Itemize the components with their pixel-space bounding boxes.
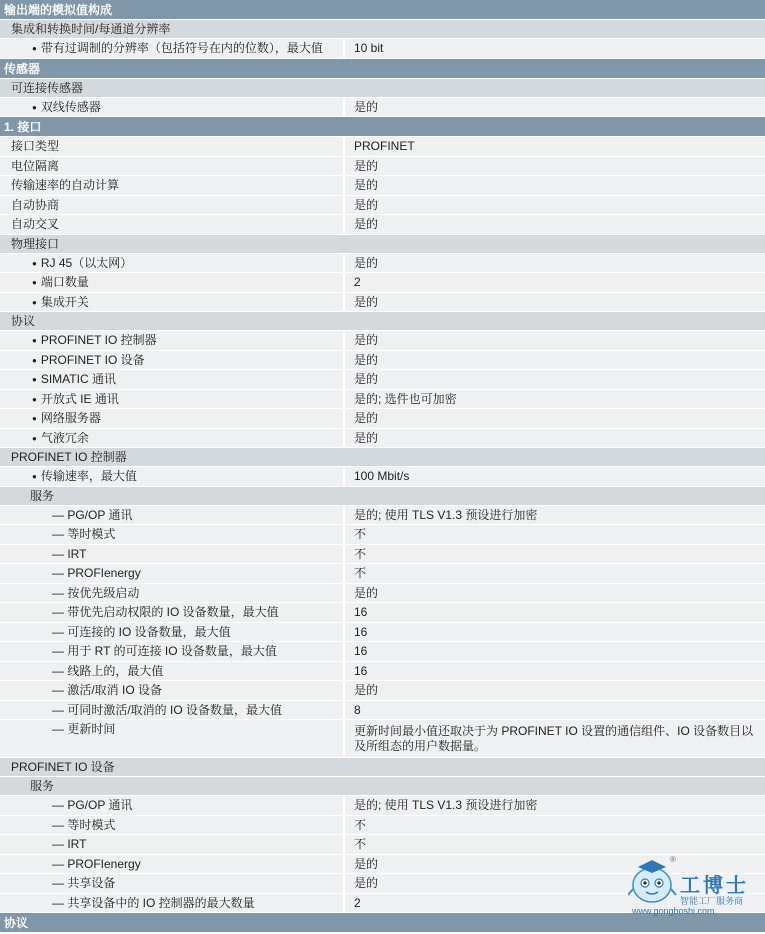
- spec-label-cell: [0, 642, 345, 661]
- spec-row: [0, 701, 765, 721]
- spec-label: — IRT: [52, 547, 86, 561]
- spec-row: [0, 176, 765, 196]
- section-header: 1. 接口: [0, 117, 765, 137]
- subsection-header: 可连接传感器: [0, 79, 765, 98]
- spec-label-cell: [0, 584, 345, 603]
- spec-label-cell: [0, 894, 345, 913]
- spec-value: 100 Mbit/s: [345, 467, 765, 486]
- spec-label: ● 传输速率，最大值: [32, 469, 137, 483]
- spec-row: [0, 642, 765, 662]
- spec-label-cell: [0, 603, 345, 622]
- spec-value: 16: [345, 642, 765, 661]
- spec-label: — 共享设备中的 IO 控制器的最大数量: [52, 896, 255, 910]
- spec-value: 是的; 选件也可加密: [345, 390, 765, 409]
- spec-value: 10 bit: [345, 39, 765, 58]
- spec-label-cell: [0, 98, 345, 117]
- spec-row: [0, 545, 765, 565]
- spec-value: 16: [345, 623, 765, 642]
- spec-label: — 激活/取消 IO 设备: [52, 683, 162, 697]
- spec-label: ● SIMATIC 通讯: [32, 372, 116, 386]
- subsection-header: 服务: [0, 777, 765, 796]
- spec-label: ● 开放式 IE 通讯: [32, 392, 119, 406]
- section-header: 传感器: [0, 59, 765, 79]
- spec-label: — 用于 RT 的可连接 IO 设备数量，最大值: [52, 644, 277, 658]
- spec-row: [0, 98, 765, 118]
- spec-row: [0, 835, 765, 855]
- watermark: [628, 855, 763, 917]
- spec-value: 不: [345, 816, 765, 835]
- spec-row: [0, 273, 765, 293]
- spec-value: 是的: [345, 215, 765, 234]
- spec-label: ● 气液冗余: [32, 431, 89, 445]
- spec-label: 自动协商: [11, 197, 60, 212]
- spec-row: [0, 564, 765, 584]
- spec-row: [0, 351, 765, 371]
- spec-label: 自动交叉: [11, 217, 60, 231]
- spec-label: 接口类型: [11, 139, 60, 153]
- subsection-header: 协议: [0, 312, 765, 331]
- subsection-header: 集成和转换时间/每通道分辨率: [0, 20, 765, 39]
- spec-value: 是的: [345, 584, 765, 603]
- spec-label-cell: [0, 623, 345, 642]
- watermark-title: 工博士: [680, 873, 749, 897]
- spec-label: — PG/OP 通讯: [52, 798, 132, 812]
- spec-value: 不: [345, 564, 765, 583]
- spec-row: [0, 662, 765, 682]
- spec-row: [0, 603, 765, 623]
- spec-row: [0, 409, 765, 429]
- spec-row: [0, 506, 765, 526]
- spec-label-cell: [0, 835, 345, 854]
- spec-label: — 按优先级启动: [52, 586, 139, 600]
- spec-row: [0, 816, 765, 836]
- spec-label: — 共享设备: [52, 876, 115, 890]
- registered-mark: ®: [670, 855, 676, 864]
- spec-row: [0, 293, 765, 313]
- spec-value: 2: [345, 273, 765, 292]
- spec-label: — PG/OP 通讯: [52, 508, 132, 522]
- spec-label: — 线路上的，最大值: [52, 664, 163, 678]
- spec-label-cell: [0, 429, 345, 448]
- spec-value: 是的: [345, 681, 765, 700]
- spec-row: [0, 681, 765, 701]
- spec-row: [0, 331, 765, 351]
- spec-label-cell: [0, 816, 345, 835]
- spec-value: 不: [345, 835, 765, 854]
- spec-value: 是的; 使用 TLS V1.3 预设进行加密: [345, 796, 765, 815]
- spec-row: [0, 525, 765, 545]
- spec-value: 是的: [345, 176, 765, 195]
- spec-label-cell: [0, 506, 345, 525]
- spec-value: 是的: [345, 157, 765, 176]
- spec-row: [0, 584, 765, 604]
- spec-row: [0, 467, 765, 487]
- spec-label-cell: [0, 545, 345, 564]
- watermark-url: www.gongboshi.com: [632, 906, 715, 916]
- spec-label: — 等时模式: [52, 527, 115, 541]
- spec-value: PROFINET: [345, 137, 765, 156]
- spec-label-cell: [0, 176, 345, 195]
- spec-row: [0, 370, 765, 390]
- spec-label: ● PROFINET IO 控制器: [32, 333, 157, 347]
- section-header: 协议: [0, 913, 765, 933]
- spec-value: 是的: [345, 331, 765, 350]
- spec-row: [0, 215, 765, 235]
- spec-value: 不: [345, 545, 765, 564]
- spec-label-cell: [0, 39, 345, 58]
- spec-label-cell: [0, 273, 345, 292]
- spec-label: — PROFIenergy: [52, 566, 141, 580]
- subsection-header: PROFINET IO 设备: [0, 758, 765, 777]
- spec-label: — 带优先启动权限的 IO 设备数量，最大值: [52, 605, 279, 619]
- spec-value: 是的: [345, 855, 765, 874]
- spec-label-cell: [0, 157, 345, 176]
- spec-label-cell: [0, 701, 345, 720]
- spec-value: 是的: [345, 429, 765, 448]
- spec-label: — 可同时激活/取消的 IO 设备数量，最大值: [52, 703, 282, 717]
- spec-row: [0, 720, 765, 758]
- subsection-header: 物理接口: [0, 235, 765, 254]
- subsection-header: 服务: [0, 487, 765, 506]
- spec-label-cell: [0, 874, 345, 893]
- watermark-subtitle: 智能工厂服务商: [680, 896, 744, 906]
- spec-value: 是的: [345, 293, 765, 312]
- spec-label-cell: [0, 467, 345, 486]
- spec-label-cell: [0, 351, 345, 370]
- spec-label-cell: [0, 720, 345, 757]
- spec-value: 是的: [345, 409, 765, 428]
- spec-value: 2: [345, 894, 765, 913]
- spec-value: 是的; 使用 TLS V1.3 预设进行加密: [345, 506, 765, 525]
- section-header: 输出端的模拟值构成: [0, 0, 765, 20]
- spec-value: 是的: [345, 98, 765, 117]
- spec-value: 是的: [345, 874, 765, 893]
- spec-label-cell: [0, 796, 345, 815]
- spec-label-cell: [0, 662, 345, 681]
- spec-label-cell: [0, 681, 345, 700]
- spec-label-cell: [0, 855, 345, 874]
- spec-value: 是的: [345, 254, 765, 273]
- spec-label-cell: [0, 525, 345, 544]
- spec-row: [0, 157, 765, 177]
- spec-value: 是的: [345, 351, 765, 370]
- spec-value: 是的: [345, 370, 765, 389]
- spec-label-cell: [0, 254, 345, 273]
- spec-label: — 等时模式: [52, 818, 115, 832]
- spec-row: [0, 137, 765, 157]
- spec-label-cell: [0, 390, 345, 409]
- spec-label-cell: [0, 409, 345, 428]
- spec-label: ● 端口数量: [32, 275, 89, 289]
- spec-label: 传输速率的自动计算: [11, 178, 120, 192]
- spec-row: [0, 623, 765, 643]
- spec-value: 是的: [345, 196, 765, 215]
- spec-row: [0, 390, 765, 410]
- subsection-header: PROFINET IO 控制器: [0, 448, 765, 467]
- spec-label-cell: [0, 293, 345, 312]
- spec-label-cell: [0, 196, 345, 215]
- spec-value: 8: [345, 701, 765, 720]
- spec-label-cell: [0, 370, 345, 389]
- spec-label: — IRT: [52, 837, 86, 851]
- spec-label: — PROFIenergy: [52, 857, 141, 871]
- spec-row: [0, 39, 765, 59]
- spec-label-cell: [0, 564, 345, 583]
- spec-row: [0, 429, 765, 449]
- spec-row: [0, 254, 765, 274]
- spec-label: ● PROFINET IO 设备: [32, 353, 145, 367]
- spec-label: ● 带有过调制的分辨率（包括符号在内的位数），最大值: [32, 41, 323, 55]
- spec-label-cell: [0, 331, 345, 350]
- spec-label-cell: [0, 137, 345, 156]
- spec-value: 不: [345, 525, 765, 544]
- spec-row: [0, 796, 765, 816]
- spec-label: 电位隔离: [11, 158, 60, 173]
- spec-label: — 可连接的 IO 设备数量，最大值: [52, 625, 231, 639]
- spec-label: ● RJ 45（以太网）: [32, 256, 132, 270]
- spec-value: 更新时间最小值还取决于为 PROFINET IO 设置的通信组件、IO 设备数目以及所组态的用户数据量。: [345, 720, 765, 757]
- spec-label: ● 集成开关: [32, 295, 89, 309]
- spec-value: 16: [345, 603, 765, 622]
- spec-label: — 更新时间: [52, 722, 115, 736]
- spec-value: 16: [345, 662, 765, 681]
- spec-label-cell: [0, 215, 345, 234]
- spec-label: ● 网络服务器: [32, 411, 101, 425]
- spec-row: [0, 196, 765, 216]
- spec-label: ● 双线传感器: [32, 100, 101, 114]
